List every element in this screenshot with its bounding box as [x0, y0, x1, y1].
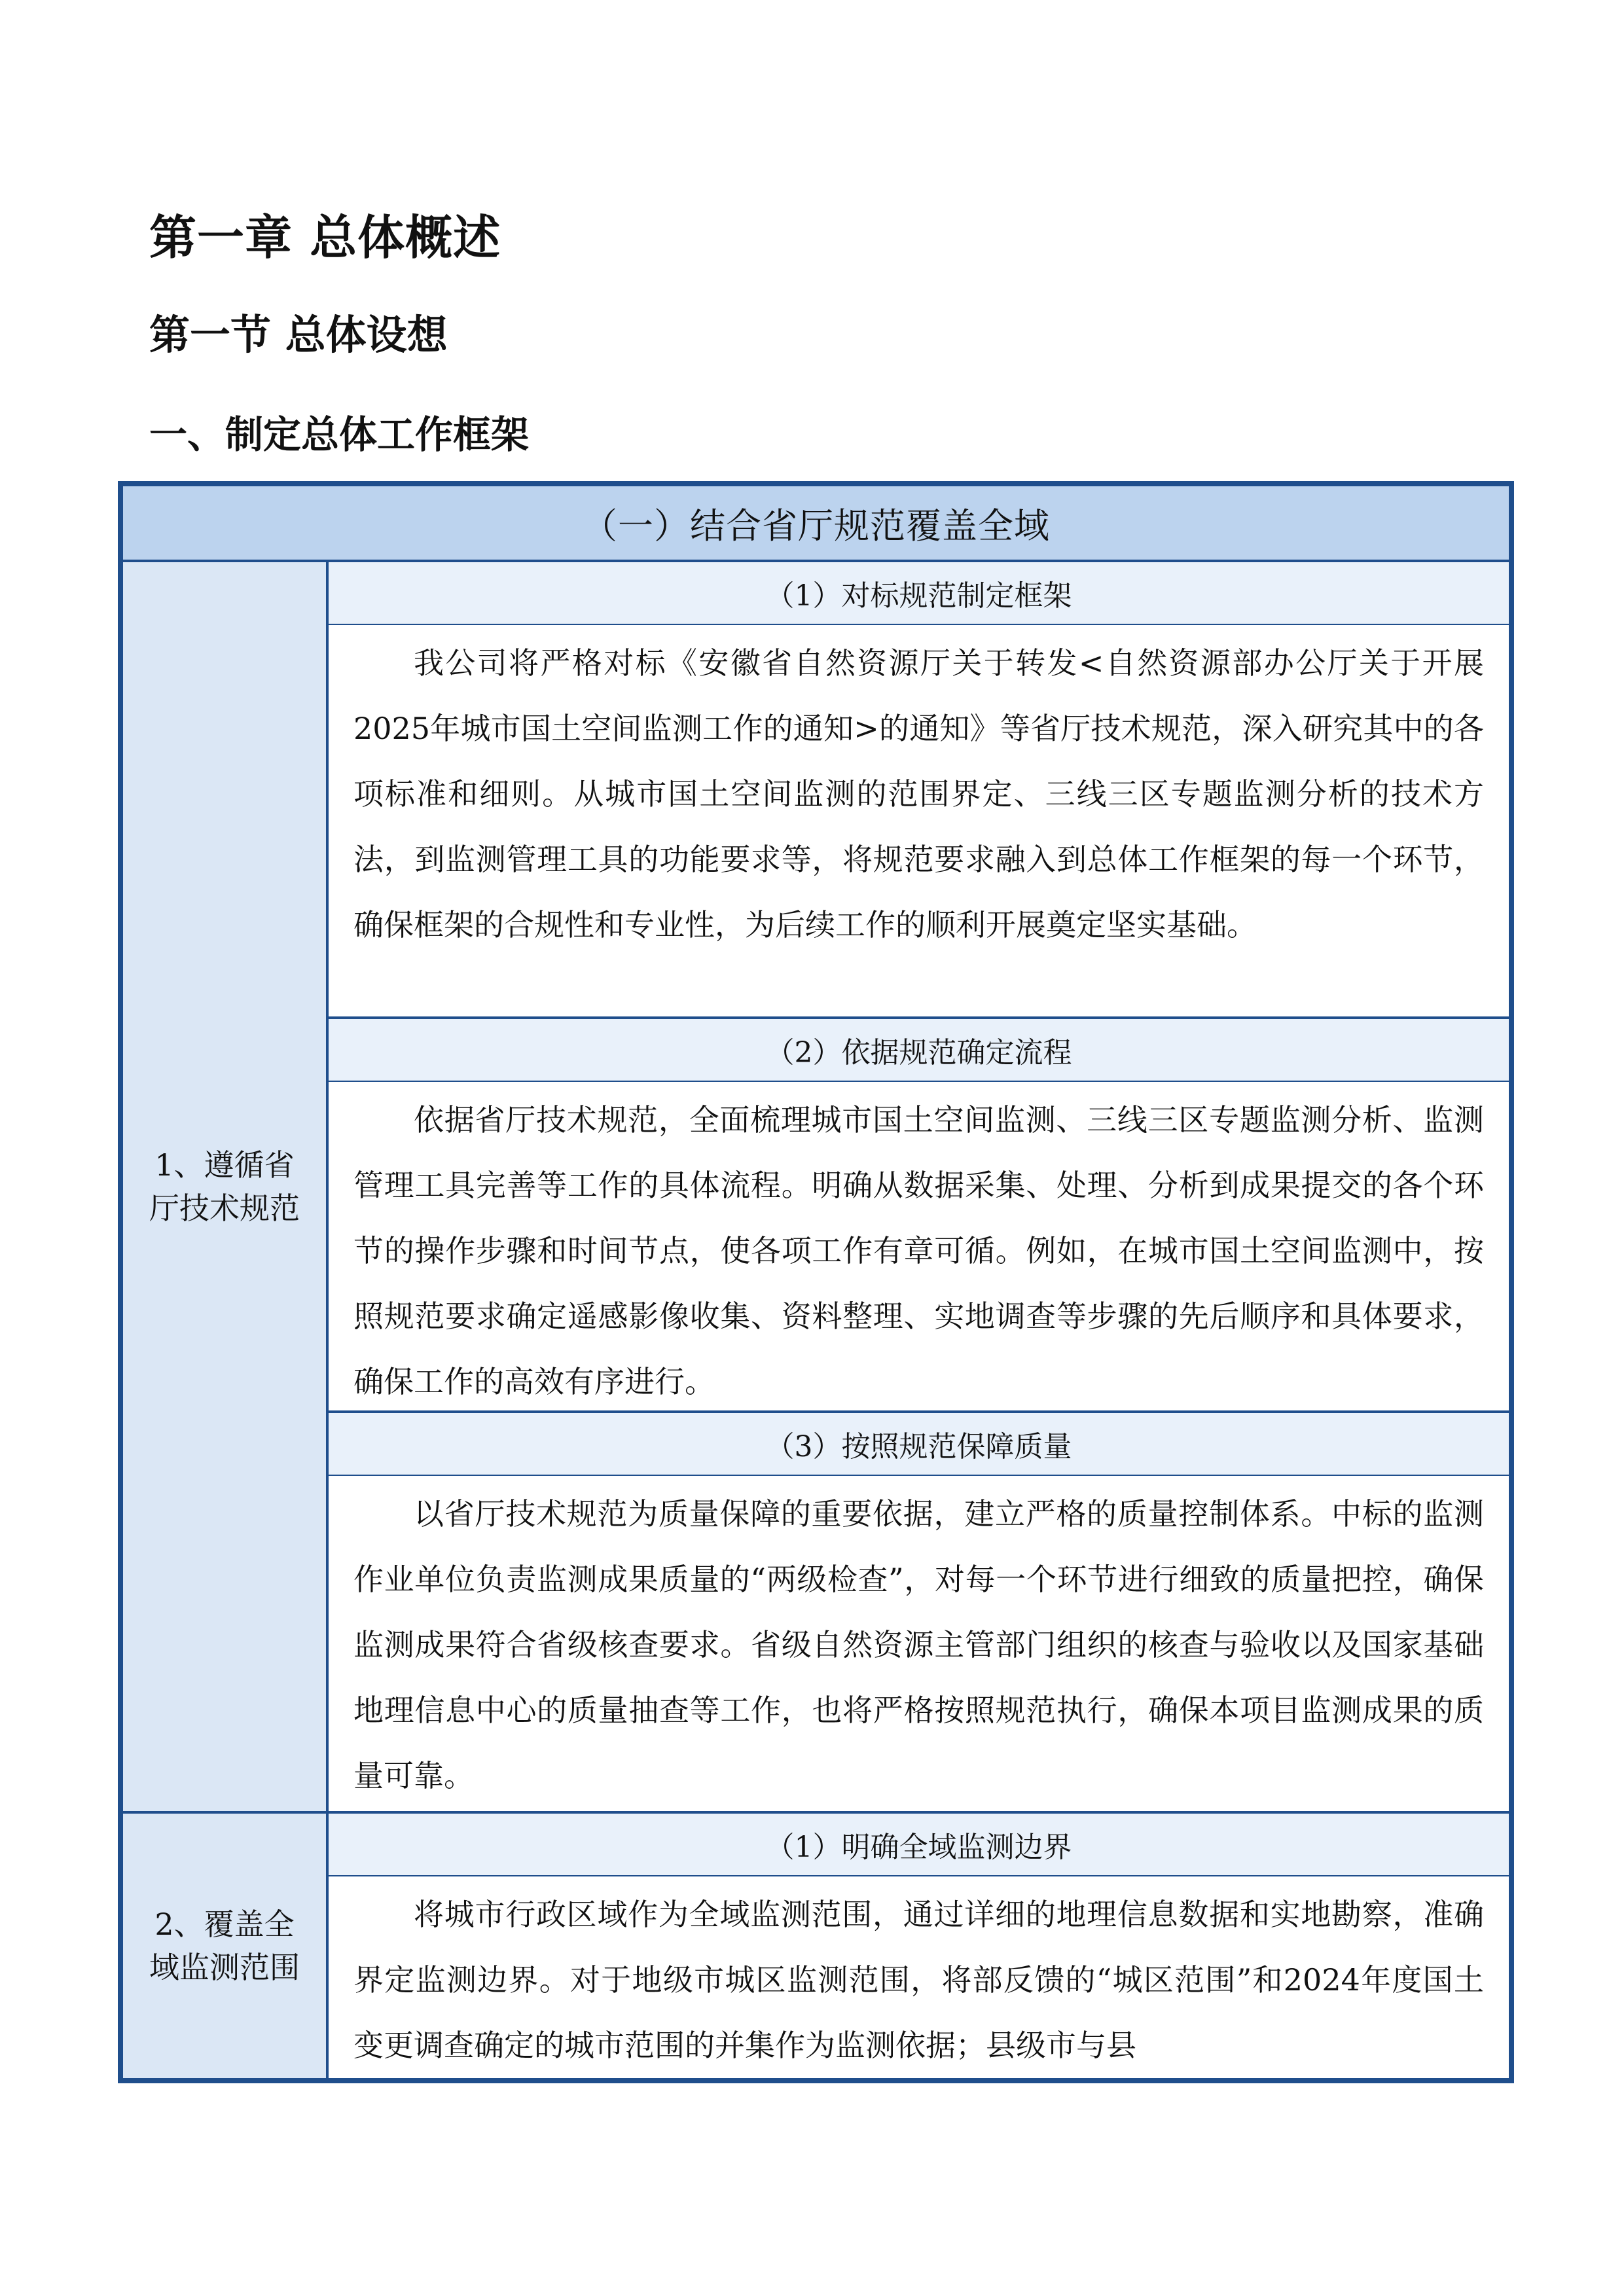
item-text-1-1: 我公司将严格对标《安徽省自然资源厅关于转发<自然资源部办公厅关于开展2025年城市国土空间监测工作的通知>的通知》等省厅技术规范，深入研究其中的各项标准和细则。从城市国土空间监测的范围界定、三线三区专题监测分析的技术方法，到监测管理工具的功能要求等，将规范要求融入到总体工作框架的每一个环节，确保框架的合规性和专业性，为后续工作的顺利开展奠定坚实基础。: [329, 625, 1509, 1019]
framework-table: [118, 481, 1514, 2083]
item-title-2-1: （1）明确全域监测边界: [329, 1814, 1509, 1876]
subsection-title: 一、制定总体工作框架: [149, 412, 530, 457]
group-label-1: 1、遵循省厅技术规范: [123, 562, 329, 1814]
item-title-1-3: （3）按照规范保障质量: [329, 1413, 1509, 1476]
section-title: 第一节 总体设想: [149, 311, 448, 359]
item-text-1-3: 以省厅技术规范为质量保障的重要依据，建立严格的质量控制体系。中标的监测作业单位负责监测成果质量的“两级检查”，对每一个环节进行细致的质量把控，确保监测成果符合省级核查要求。省级自然资源主管部门组织的核查与验收以及国家基础地理信息中心的质量抽查等工作，也将严格按照规范执行，确保本项目监测成果的质量可靠。: [329, 1476, 1509, 1814]
table-header: （一）结合省厅规范覆盖全域: [123, 486, 1509, 562]
item-title-1-1: （1）对标规范制定框架: [329, 562, 1509, 625]
item-title-1-2: （2）依据规范确定流程: [329, 1019, 1509, 1082]
group-label-2: 2、覆盖全域监测范围: [123, 1814, 329, 2078]
item-text-1-2: 依据省厅技术规范，全面梳理城市国土空间监测、三线三区专题监测分析、监测管理工具完善等工作的具体流程。明确从数据采集、处理、分析到成果提交的各个环节的操作步骤和时间节点，使各项工作有章可循。例如，在城市国土空间监测中，按照规范要求确定遥感影像收集、资料整理、实地调查等步骤的先后顺序和具体要求，确保工作的高效有序进行。: [329, 1082, 1509, 1413]
chapter-title: 第一章 总体概述: [149, 210, 501, 265]
item-text-2-1: 将城市行政区域作为全域监测范围，通过详细的地理信息数据和实地勘察，准确界定监测边界。对于地级市城区监测范围，将部反馈的“城区范围”和2024年度国土变更调查确定的城市范围的并集作为监测依据；县级市与县: [353, 1897, 1484, 2063]
